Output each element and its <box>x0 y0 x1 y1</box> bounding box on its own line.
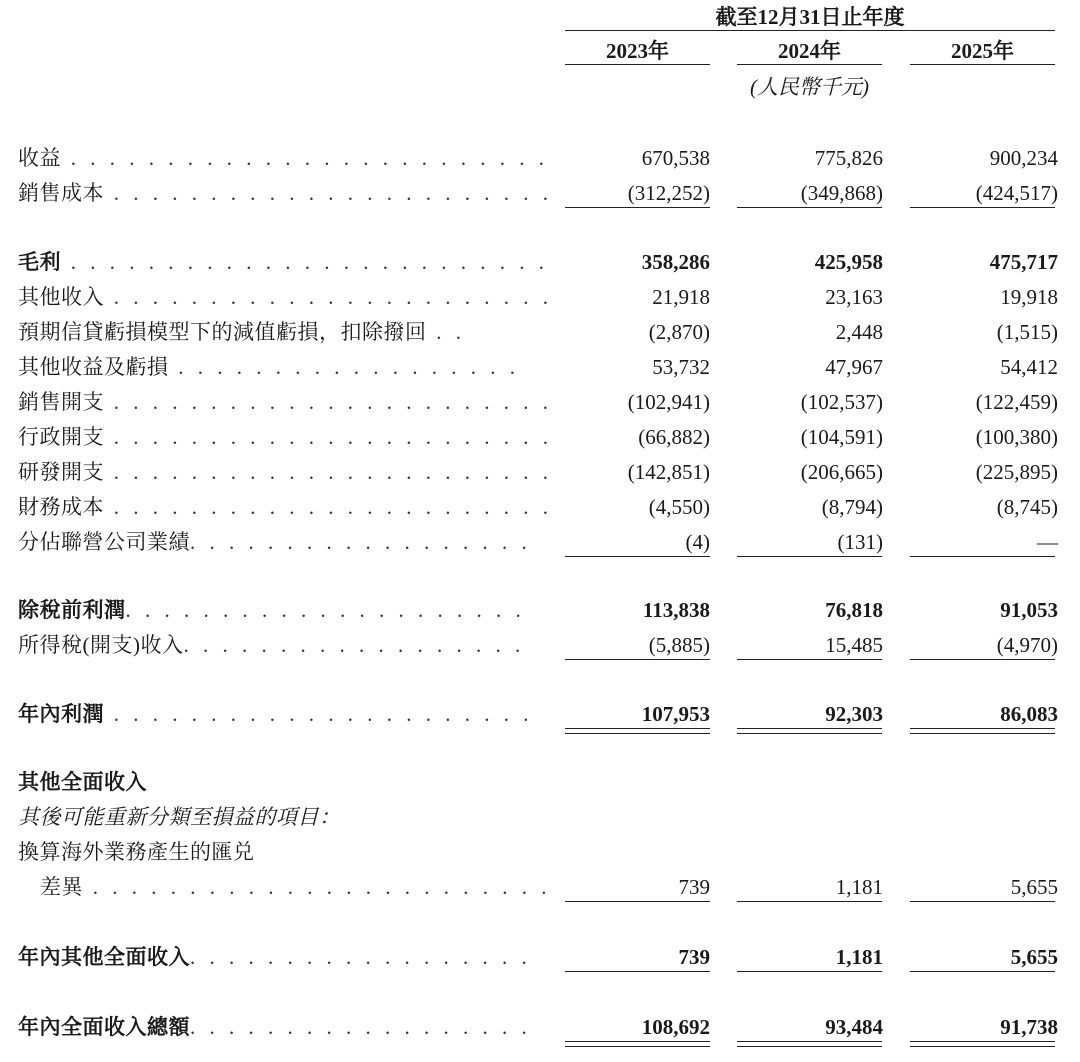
year-header-rule <box>910 64 1055 65</box>
cell-2023: (312,252) <box>627 181 710 205</box>
cell-2023: 107,953 <box>641 702 710 726</box>
table-row-revenue <box>0 144 1080 178</box>
subtotal-rule <box>737 556 882 557</box>
row-label: 年內全面收入總額 <box>18 1015 190 1039</box>
table-row-selling-expenses <box>0 388 1080 422</box>
subtotal-rule <box>565 556 710 557</box>
cell-2025: 86,083 <box>1000 702 1058 726</box>
cell-2024: 2,448 <box>835 320 883 344</box>
cell-2025: (8,745) <box>996 495 1058 519</box>
leader-dots: . . . . . . . . . . . . . . . . . . . . . . . <box>104 390 553 414</box>
cell-2024: 1,181 <box>835 945 883 969</box>
year-header-rule <box>737 64 882 65</box>
total-double-rule <box>910 1041 1055 1047</box>
row-label: 分佔聯營公司業績 <box>18 530 190 554</box>
leader-dots: . . . . . . . . . . . . . . . . . . . . . . . . . <box>61 146 549 170</box>
cell-2025: (1,515) <box>996 320 1058 344</box>
year-header-2025: 2025年 <box>951 39 1014 63</box>
total-double-rule <box>910 728 1055 734</box>
section-subheading <box>0 803 1080 837</box>
cell-2023: 21,918 <box>652 285 710 309</box>
row-label: 年內其他全面收入 <box>18 945 190 969</box>
cell-2023: 113,838 <box>642 598 710 622</box>
cell-2023: 739 <box>678 945 710 969</box>
row-label: 所得稅(開支)收入 <box>18 633 184 657</box>
row-label: 銷售開支 <box>18 390 104 414</box>
leader-dots: . . . . . . . . . . . . . . . . . . . . . . . <box>104 495 553 519</box>
cell-2025: 54,412 <box>1000 355 1058 379</box>
section-heading-oci <box>0 768 1080 802</box>
cell-2025: 91,738 <box>1000 1015 1058 1039</box>
cell-2025: 91,053 <box>1000 598 1058 622</box>
year-header-rule <box>565 64 710 65</box>
cell-2025: 475,717 <box>989 250 1058 274</box>
subtotal-rule <box>737 207 882 208</box>
leader-dots: . . . . . . . . . . . . . . . . . . <box>190 530 532 554</box>
cell-2025: 5,655 <box>1010 875 1058 899</box>
cell-2023: (142,851) <box>627 460 710 484</box>
leader-dots: . . . . . . . . . . . . . . . . . . . . . . <box>104 702 533 726</box>
subtotal-rule <box>737 659 882 660</box>
subtotal-rule <box>565 971 710 972</box>
cell-2025: 5,655 <box>1010 945 1058 969</box>
leader-dots: . . . . . . . . . . . . . . . . . . . . . . . . . <box>61 250 549 274</box>
row-label: 換算海外業務產生的匯兑 <box>18 840 255 864</box>
leader-dots: . . . . . . . . . . . . . . . . . . <box>190 945 532 969</box>
leader-dots: . . . . . . . . . . . . . . . . . . . . . . . <box>104 425 553 449</box>
cell-2023: 108,692 <box>641 1015 710 1039</box>
leader-dots: . . . . . . . . . . . . . . . . . . . . . <box>125 598 526 622</box>
cell-2025: 19,918 <box>1000 285 1058 309</box>
cell-2025: — <box>1037 530 1058 554</box>
subtotal-rule <box>910 556 1055 557</box>
table-row-gross-profit <box>0 248 1080 282</box>
cell-2025: (4,970) <box>996 633 1058 657</box>
cell-2024: (131) <box>837 530 883 554</box>
total-double-rule <box>737 728 882 734</box>
cell-2024: 92,303 <box>825 702 883 726</box>
leader-dots: . . . . . . . . . . . . . . . . . . . . . . . <box>104 181 553 205</box>
row-label: 差異 <box>40 875 83 899</box>
row-label: 預期信貸虧損模型下的減值虧損，扣除撥回 <box>18 320 427 344</box>
table-row-fx-label <box>0 838 1080 872</box>
cell-2024: (349,868) <box>800 181 883 205</box>
cell-2023: 53,732 <box>652 355 710 379</box>
cell-2024: 775,826 <box>814 146 883 170</box>
table-row-profit-before-tax <box>0 596 1080 630</box>
leader-dots: . . . . . . . . . . . . . . . . . . <box>190 1015 532 1039</box>
cell-2024: 93,484 <box>825 1015 883 1039</box>
total-double-rule <box>565 1041 710 1047</box>
cell-2024: (104,591) <box>800 425 883 449</box>
cell-2024: 47,967 <box>825 355 883 379</box>
unit-label: (人民幣千元) <box>750 75 869 99</box>
table-row-admin-expenses <box>0 423 1080 457</box>
cell-2024: (102,537) <box>800 390 883 414</box>
row-label: 其他全面收入 <box>18 770 147 794</box>
cell-2024: (8,794) <box>821 495 883 519</box>
cell-2023: 739 <box>678 875 710 899</box>
cell-2024: 425,958 <box>814 250 883 274</box>
row-label: 毛利 <box>18 250 61 274</box>
subtotal-rule <box>565 659 710 660</box>
column-group-rule <box>565 30 1055 31</box>
column-group-title: 截至12月31日止年度 <box>715 5 905 29</box>
leader-dots: . . . . . . . . . . . . . . . . . . . . . . . <box>104 285 553 309</box>
cell-2025: 900,234 <box>989 146 1058 170</box>
cell-2023: (66,882) <box>638 425 710 449</box>
row-label: 行政開支 <box>18 425 104 449</box>
table-row-rnd-expenses <box>0 458 1080 492</box>
table-row-other-gains-losses <box>0 353 1080 387</box>
cell-2024: 15,485 <box>825 633 883 657</box>
cell-2024: 1,181 <box>835 875 883 899</box>
cell-2024: 23,163 <box>825 285 883 309</box>
cell-2025: (424,517) <box>975 181 1058 205</box>
subtotal-rule <box>910 659 1055 660</box>
row-label: 年內利潤 <box>18 702 104 726</box>
subtotal-rule <box>910 971 1055 972</box>
total-double-rule <box>737 1041 882 1047</box>
row-label: 除稅前利潤 <box>18 598 126 622</box>
table-row-finance-costs <box>0 493 1080 527</box>
total-double-rule <box>565 728 710 734</box>
cell-2025: (100,380) <box>975 425 1058 449</box>
cell-2023: 358,286 <box>641 250 710 274</box>
subtotal-rule <box>910 901 1055 902</box>
row-label: 研發開支 <box>18 460 104 484</box>
row-label: 其他收入 <box>18 285 104 309</box>
subtotal-rule <box>737 901 882 902</box>
cell-2023: 670,538 <box>641 146 710 170</box>
leader-dots: . . . . . . . . . . . . . . . . . . . . . . . <box>104 460 553 484</box>
cell-2023: (4) <box>685 530 710 554</box>
leader-dots: . . . . . . . . . . . . . . . . . . <box>183 633 525 657</box>
cell-2023: (2,870) <box>648 320 710 344</box>
cell-2023: (5,885) <box>648 633 710 657</box>
cell-2023: (4,550) <box>648 495 710 519</box>
table-row-other-income <box>0 283 1080 317</box>
cell-2025: (122,459) <box>975 390 1058 414</box>
table-row-impairment-losses <box>0 318 1080 352</box>
row-label: 收益 <box>18 146 61 170</box>
cell-2025: (225,895) <box>975 460 1058 484</box>
year-header-2024: 2024年 <box>778 39 841 63</box>
row-label: 其後可能重新分類至損益的項目： <box>18 805 341 829</box>
row-label: 銷售成本 <box>18 181 104 205</box>
leader-dots: . . . . . . . . . . . . . . . . . . <box>168 355 520 379</box>
leader-dots: . . <box>426 320 466 344</box>
cell-2024: (206,665) <box>800 460 883 484</box>
row-label: 財務成本 <box>18 495 104 519</box>
cell-2024: 76,818 <box>825 598 883 622</box>
year-header-2023: 2023年 <box>606 39 669 63</box>
leader-dots: . . . . . . . . . . . . . . . . . . . . . . . . <box>83 875 551 899</box>
cell-2023: (102,941) <box>627 390 710 414</box>
subtotal-rule <box>737 971 882 972</box>
subtotal-rule <box>565 901 710 902</box>
subtotal-rule <box>910 207 1055 208</box>
subtotal-rule <box>565 207 710 208</box>
row-label: 其他收益及虧損 <box>18 355 169 379</box>
